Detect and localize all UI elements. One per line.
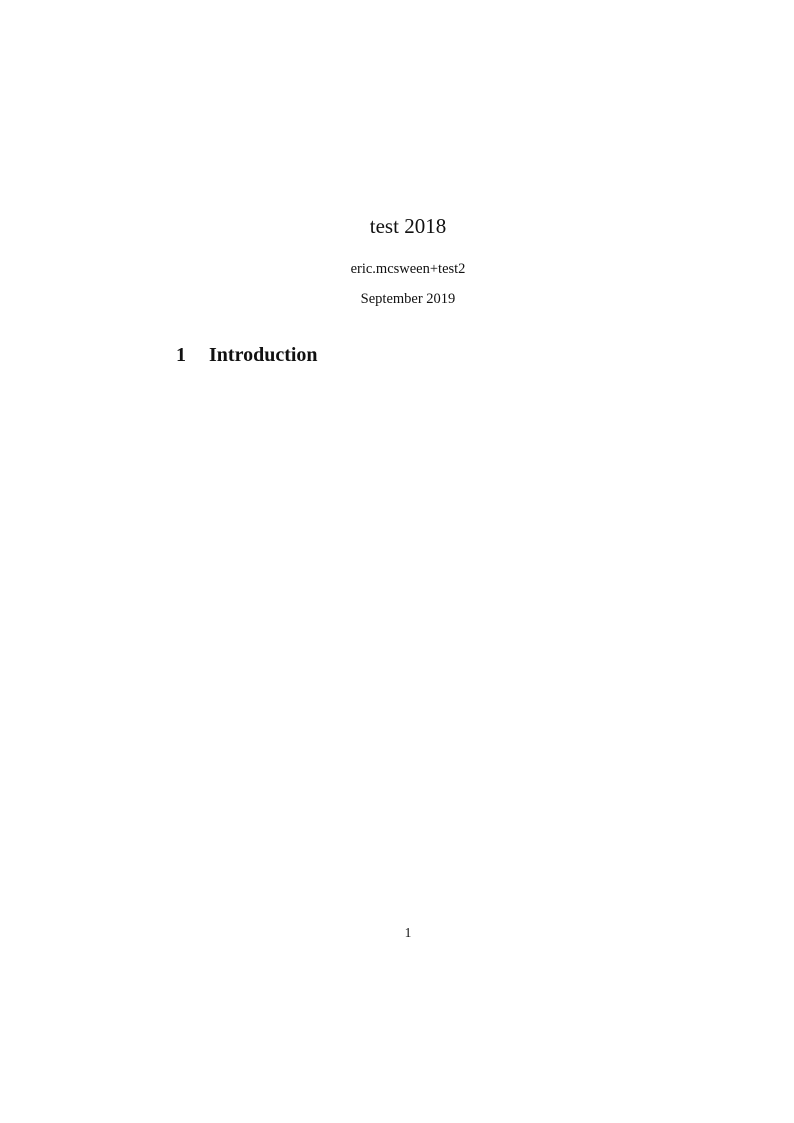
document-author: eric.mcsween+test2 — [350, 261, 466, 277]
section-number: 1 — [176, 344, 186, 366]
section-heading — [176, 344, 640, 367]
section-title: Introduction — [209, 344, 318, 366]
document-date: September 2019 — [360, 291, 456, 307]
document-title: test 2018 — [369, 214, 447, 238]
page-number: 1 — [404, 925, 412, 940]
